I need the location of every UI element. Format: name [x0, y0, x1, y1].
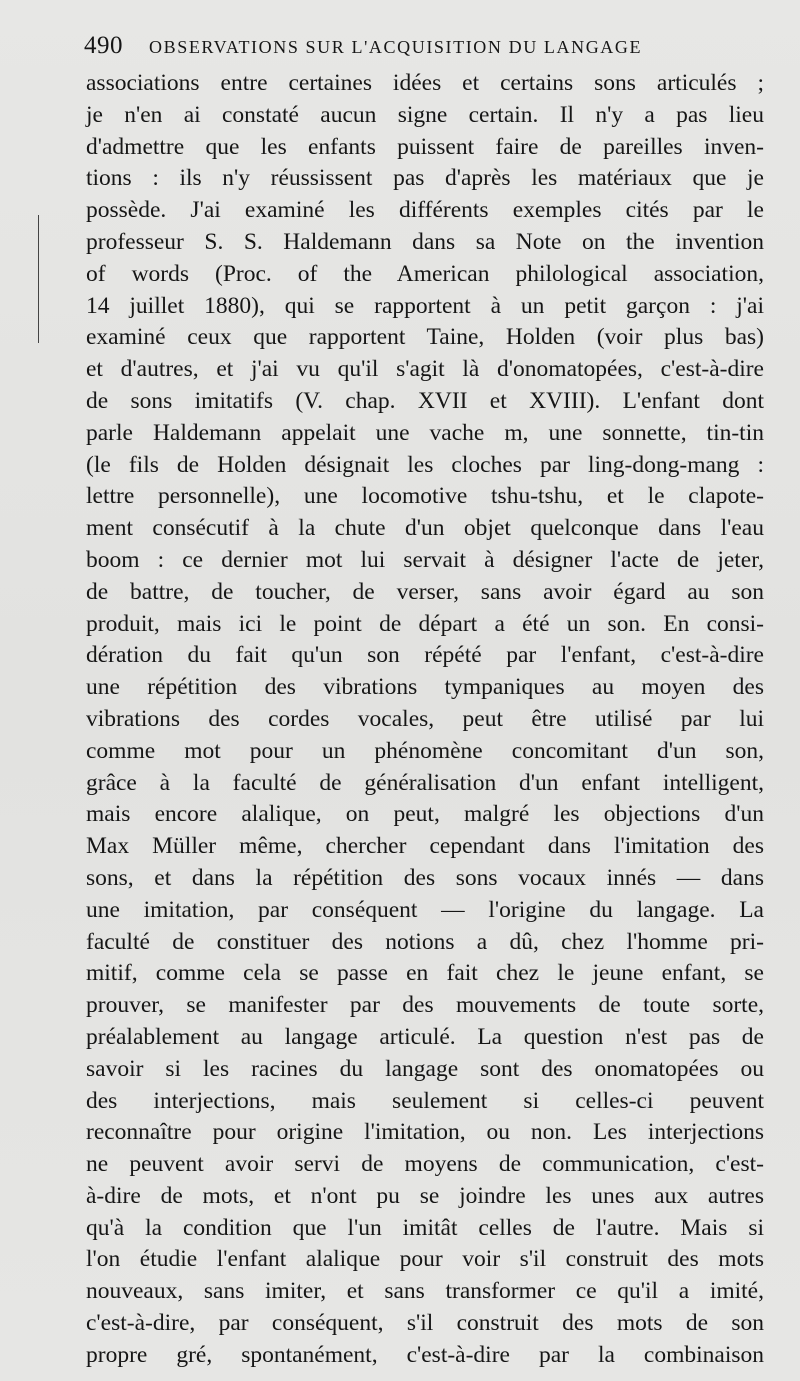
text-line: je n'en ai constaté aucun signe certain. Il n'y a pas lieu — [86, 101, 764, 128]
text-line: (le fils de Holden désignait les cloches par ling-dong-mang : — [86, 451, 764, 478]
text-line: sons, et dans la répétition des sons vocaux innés — dans — [86, 864, 764, 891]
text-line: ne peuvent avoir servi de moyens de communication, c'est- — [86, 1151, 764, 1178]
text-line: reconnaître pour origine l'imitation, ou non. Les interjections — [86, 1119, 764, 1146]
text-line: possède. J'ai examiné les différents exemples cités par le — [86, 197, 764, 224]
text-line: de sons imitatifs (V. chap. XVII et XVIII). L'enfant dont — [86, 387, 764, 414]
text-line: comme mot pour un phénomène concomitant d'un son, — [86, 737, 764, 764]
text-line: c'est-à-dire, par conséquent, s'il construit des mots de son — [86, 1310, 764, 1337]
text-line: ment consécutif à la chute d'un objet quelconque dans l'eau — [86, 515, 764, 542]
text-line: vibrations des cordes vocales, peut être utilisé par lui — [86, 705, 764, 732]
text-line: Max Müller même, chercher cependant dans l'imitation des — [86, 833, 764, 860]
text-line: boom : ce dernier mot lui servait à désigner l'acte de jeter, — [86, 546, 764, 573]
text-line: lettre personnelle), une locomotive tshu-tshu, et le clapote- — [86, 483, 764, 510]
text-line: dération du fait qu'un son répété par l'enfant, c'est-à-dire — [86, 642, 764, 669]
text-line: produit, mais ici le point de départ a été un son. En consi- — [86, 610, 764, 637]
text-line: l'on étudie l'enfant alalique pour voir s'il construit des mots — [86, 1246, 764, 1273]
text-line: parle Haldemann appelait une vache m, une sonnette, tin-tin — [86, 419, 764, 446]
text-line: une imitation, par conséquent — l'origine du langage. La — [86, 896, 764, 923]
text-line: examiné ceux que rapportent Taine, Holden (voir plus bas) — [86, 324, 764, 351]
text-line: des interjections, mais seulement si celles-ci peuvent — [86, 1087, 764, 1114]
text-line: professeur S. S. Haldemann dans sa Note on the invention — [86, 228, 764, 255]
running-header — [84, 32, 724, 62]
text-line: une répétition des vibrations tympaniques au moyen des — [86, 674, 764, 701]
running-title: OBSERVATIONS SUR L'ACQUISITION DU LANGAGE — [149, 37, 643, 57]
text-line: mais encore alalique, on peut, malgré les objections d'un — [86, 801, 764, 828]
text-line: d'admettre que les enfants puissent faire de pareilles inven- — [86, 133, 764, 160]
text-line: mitif, comme cela se passe en fait chez le jeune enfant, se — [86, 960, 764, 987]
text-line: faculté de constituer des notions a dû, chez l'homme pri- — [86, 928, 764, 955]
text-line: préalablement au langage articulé. La question n'est pas de — [86, 1023, 764, 1050]
text-line: de battre, de toucher, de verser, sans avoir égard au son — [86, 578, 764, 605]
page-number: 490 — [84, 32, 123, 59]
text-line: tions : ils n'y réussissent pas d'après les matériaux que je — [86, 165, 764, 192]
margin-mark — [38, 215, 39, 343]
text-line: grâce à la faculté de généralisation d'un enfant intelligent, — [86, 769, 764, 796]
text-line: prouver, se manifester par des mouvements de toute sorte, — [86, 992, 764, 1019]
text-line: propre gré, spontanément, c'est-à-dire par la combinaison — [86, 1341, 764, 1368]
text-line: 14 juillet 1880), qui se rapportent à un petit garçon : j'ai — [86, 292, 764, 319]
text-line: savoir si les racines du langage sont des onomatopées ou — [86, 1055, 764, 1082]
text-line: et d'autres, et j'ai vu qu'il s'agit là d'onomatopées, c'est-à-dire — [86, 356, 764, 383]
text-line: qu'à la condition que l'un imitât celles de l'autre. Mais si — [86, 1214, 764, 1241]
text-line: nouveaux, sans imiter, et sans transformer ce qu'il a imité, — [86, 1278, 764, 1305]
body-text — [86, 68, 764, 1372]
text-line: à-dire de mots, et n'ont pu se joindre les unes aux autres — [86, 1182, 764, 1209]
text-line: of words (Proc. of the American philological association, — [86, 260, 764, 287]
text-line: associations entre certaines idées et certains sons articulés ; — [86, 70, 764, 96]
